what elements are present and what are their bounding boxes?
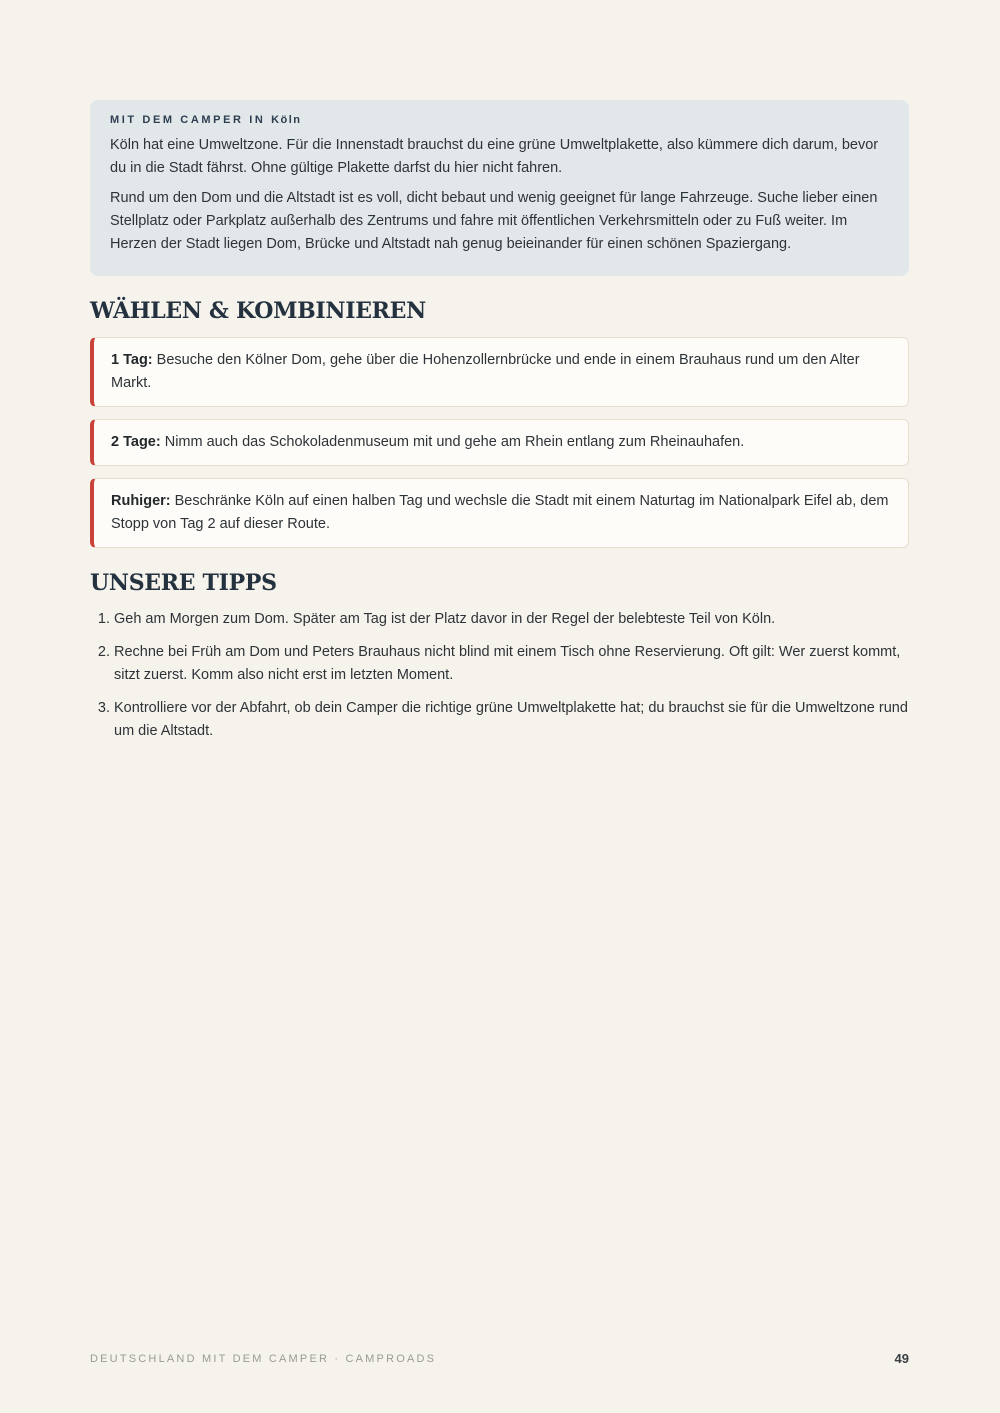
- camper-info-title: [110, 114, 889, 126]
- tip-item: 1. Geh am Morgen zum Dom. Später am Tag ist der Platz davor in der Regel der belebteste Teil von Köln.: [114, 608, 909, 631]
- page-content: [90, 100, 909, 753]
- tip-item: 3. Kontrolliere vor der Abfahrt, ob dein Camper die richtige grüne Umweltplakette hat; du brauchst sie für die Umweltzone rund um die Altstadt.: [114, 697, 909, 743]
- option-label: 2 Tage:: [111, 434, 161, 450]
- tip-item: 2. Rechne bei Früh am Dom und Peters Brauhaus nicht blind mit einem Tisch ohne Reservierung. Oft gilt: Wer zuerst kommt, sitzt zuerst. Komm also nicht erst im letzten Moment.: [114, 641, 909, 687]
- camper-info-paragraph: Köln hat eine Umweltzone. Für die Innenstadt brauchst du eine grüne Umweltplakette, also kümmere dich darum, bevor du in die Stadt fährst. Ohne gültige Plakette darfst du hier nicht fahren.: [110, 137, 879, 176]
- section-heading-choose: WÄHLEN & KOMBINIEREN: [90, 298, 426, 324]
- camper-info-title-prefix: MIT DEM CAMPER IN: [110, 114, 266, 126]
- tips-list: [90, 608, 909, 743]
- option-text: Beschränke Köln auf einen halben Tag und wechsle die Stadt mit einem Naturtag im Nationalpark Eifel ab, dem Stopp von Tag 2 auf dieser Route.: [111, 493, 889, 532]
- option-label: 1 Tag:: [111, 352, 153, 368]
- option-card-one-day: [90, 337, 909, 407]
- camper-info-title-city: Köln: [271, 114, 302, 126]
- option-label: Ruhiger:: [111, 493, 171, 509]
- footer-book-title: DEUTSCHLAND MIT DEM CAMPER · CAMPROADS: [90, 1353, 437, 1365]
- camper-info-paragraph: Rund um den Dom und die Altstadt ist es voll, dicht bebaut und wenig geeignet für lange Fahrzeuge. Suche lieber einen Stellplatz oder Parkplatz außerhalb des Zentrums und fahre mit öffentlichen Verkehrsmitteln oder zu Fuß weiter. Im Herzen der Stadt liegen Dom, Brücke und Altstadt nah genug beieinander für einen schönen Spaziergang.: [110, 190, 878, 252]
- option-text: Nimm auch das Schokoladenmuseum mit und gehe am Rhein entlang zum Rheinauhafen.: [160, 434, 745, 450]
- camper-info-box: [90, 100, 909, 276]
- option-card-two-days: [90, 419, 909, 466]
- section-heading-tips: UNSERE TIPPS: [90, 570, 277, 596]
- page-number: 49: [894, 1351, 909, 1366]
- option-text: Besuche den Kölner Dom, gehe über die Hohenzollernbrücke und ende in einem Brauhaus rund um den Alter Markt.: [111, 352, 860, 391]
- option-card-calmer: [90, 478, 909, 548]
